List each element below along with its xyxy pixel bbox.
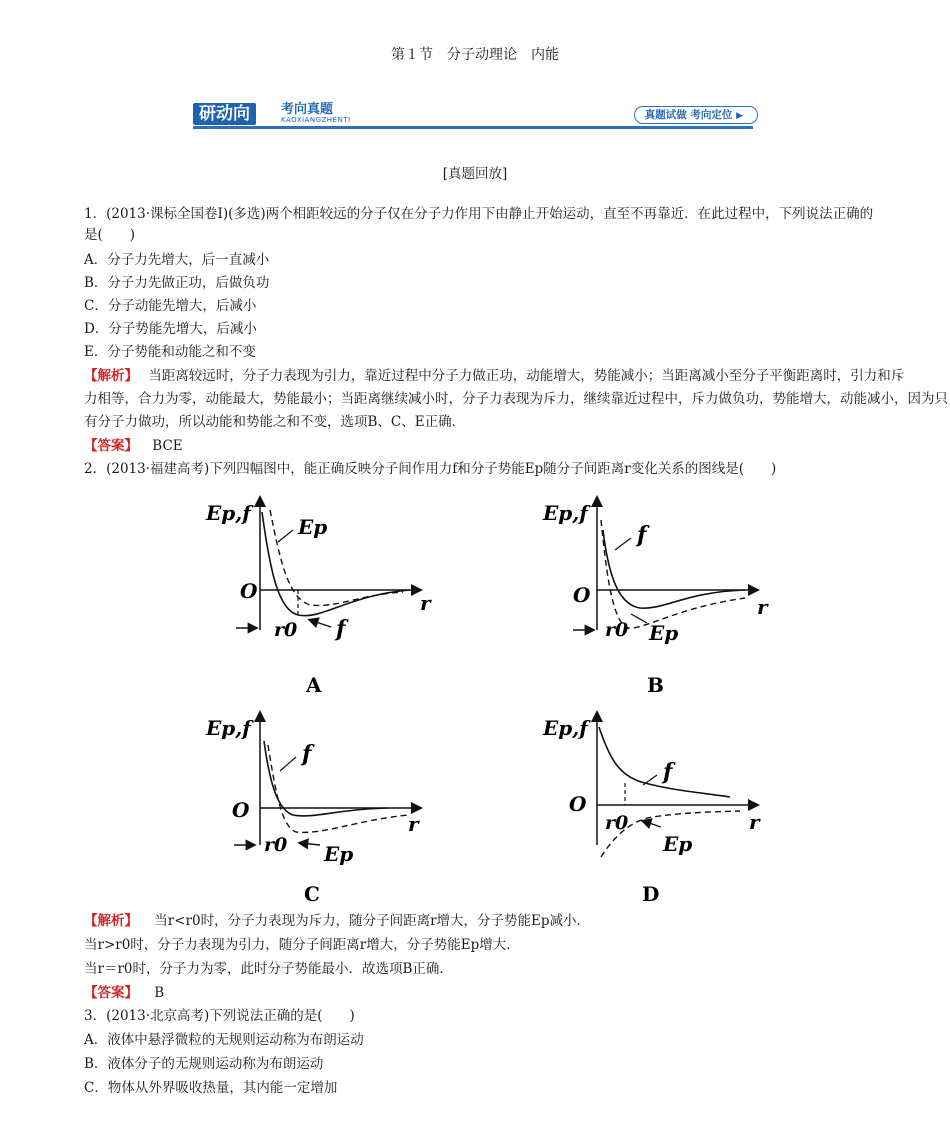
q2-answer-value: B [154,985,165,1001]
q1-analysis-text1: 当距离较远时，分子力表现为引力，靠近过程中分子力做正功，动能增大，势能减小；当距离减小至分子平衡距离时，引力和斥 [148,368,905,384]
curve-ep [270,510,403,605]
q3-option-b: B．液体分子的无规则运动称为布朗运动 [84,1056,324,1072]
q1-option-d: D．分子势能先增大，后减小 [84,321,257,337]
x-axis-label: r [757,595,768,619]
q1-option-b: B．分子力先做正功，后做负功 [84,275,270,291]
ep-label: Ep [324,842,354,866]
q1-analysis-line1 [84,366,904,386]
q2-analysis-line2: 当r>r0时，分子力表现为引力，随分子间距离r增大，分子势能Ep增大． [84,937,520,953]
banner-pill [634,106,758,124]
curve-f [603,530,745,608]
y-axis-label: Ep,f [206,716,251,740]
f-label: f [336,616,346,642]
ep-label: Ep [298,515,328,539]
q3-option-c: C．物体从外界吸收热量，其内能一定增加 [84,1080,338,1096]
r0-label: r0 [605,619,629,641]
section-title: [真题回放] [442,166,508,182]
f-pointer [280,757,296,771]
f-label: f [637,522,647,548]
q2-analysis-tag: 【解析】 [84,913,138,929]
graph-a [198,490,448,702]
curve-f [262,512,410,616]
origin-label: O [240,579,258,603]
pill-label: 真题试做 考向定位 [644,109,733,121]
graph-c [198,705,448,917]
ep-label: Ep [649,621,679,645]
logo-text: 研动向 [193,103,256,125]
q1-answer-tag: 【答案】 [84,438,138,454]
q1-stem-line2: 是( ) [84,227,136,243]
q2-analysis-line3: 当r＝r0时，分子力为零，此时分子势能最小．故选项B正确． [84,961,453,977]
origin-label: O [232,798,250,822]
q1-analysis-line3: 有分子力做功，所以动能和势能之和不变，选项B、C、E正确． [84,414,466,430]
x-axis-label: r [749,810,760,834]
q1-option-a: A．分子力先增大，后一直减小 [84,252,270,268]
graph-c-caption: C [304,882,320,906]
ep-arrow [643,821,661,827]
graph-a-caption: A [306,673,322,697]
q2-answer-tag: 【答案】 [84,985,138,1001]
x-axis-label: r [408,812,419,836]
r0-label: r0 [274,619,298,641]
graph-b-caption: B [647,673,664,697]
logo-pinyin: KAOXIANGZHENTI [281,116,351,124]
origin-label: O [569,792,587,816]
q2-stem: 2．(2013·福建高考)下列四幅图中，能正确反映分子间作用力f和分子势能Ep随分子间距离r变化关系的图线是( ) [84,461,777,477]
q2-analysis-text1: 当r<r0时，分子力表现为斥力，随分子间距离r增大，分子势能Ep减小． [154,913,591,929]
ep-label: Ep [663,832,693,856]
origin-label: O [573,583,591,607]
section-banner [193,103,758,129]
r0-label: r0 [605,812,629,834]
play-icon: ▶ [736,111,743,121]
q1-option-c: C．分子动能先增大，后减小 [84,298,257,314]
graph-d-caption: D [642,882,660,906]
x-axis-label: r [420,591,431,615]
banner-logo [193,102,351,125]
q1-analysis-line2: 力相等，合力为零，动能最大，势能最小；当距离继续减小时，分子力表现为斥力，继续靠近过程中，斥力做负功，势能增大，动能减小，因为只 [84,391,948,407]
r0-label: r0 [264,834,288,856]
f-label: f [302,741,312,767]
ep-arrow [300,843,320,845]
q1-answer-value: BCE [152,438,183,454]
q3-stem: 3．(2013·北京高考)下列说法正确的是( ) [84,1008,355,1024]
y-axis-label: Ep,f [543,501,588,525]
f-label: f [663,759,673,785]
q1-stem-line1: 1．(2013·课标全国卷Ⅰ)(多选)两个相距较远的分子仅在分子力作用下由静止开始运动，直至不再靠近．在此过程中，下列说法正确的 [84,206,874,222]
graph-b [535,490,785,702]
q2-answer [84,983,164,1003]
curve-ep [601,520,745,628]
ep-pointer [278,530,293,542]
q1-analysis-tag: 【解析】 [84,368,138,384]
y-axis-label: Ep,f [543,716,588,740]
q1-answer [84,436,183,456]
page-title: 第１节 分子动理论 内能 [391,47,559,63]
f-pointer [615,538,631,550]
q1-option-e: E．分子势能和动能之和不变 [84,344,256,360]
q2-analysis-line1 [84,911,590,931]
q3-option-a: A．液体中悬浮微粒的无规则运动称为布朗运动 [84,1032,364,1048]
curve-ep [268,745,408,832]
logo-subtitle: 考向真题 [281,102,334,117]
ep-pointer [631,614,647,623]
curve-f [264,741,388,816]
graph-d [535,705,785,917]
f-arrow [310,620,331,627]
y-axis-label: Ep,f [206,501,251,525]
